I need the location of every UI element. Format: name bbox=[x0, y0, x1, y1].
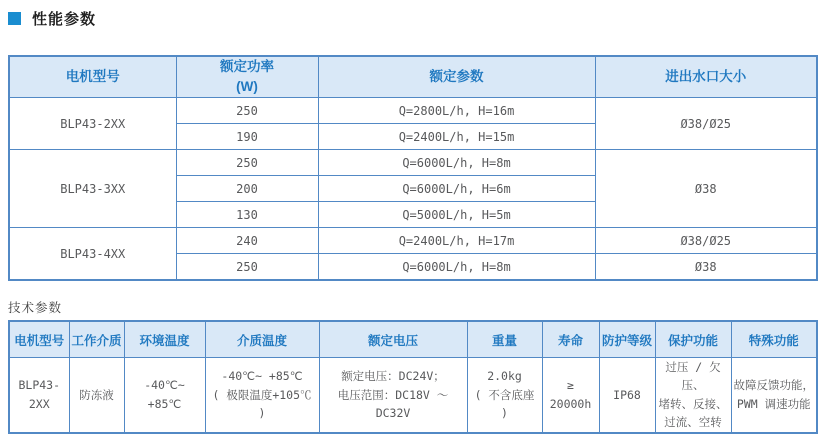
power-cell: 190 bbox=[176, 124, 318, 150]
rated-voltage-line1: 额定电压：DC24V； bbox=[341, 369, 445, 384]
model-cell: BLP43-2XX bbox=[9, 358, 69, 433]
protection-functions-cell bbox=[655, 358, 731, 433]
performance-section-title bbox=[0, 0, 827, 29]
working-medium-cell: 防冻液 bbox=[69, 358, 124, 433]
protection-rating-cell: IP68 bbox=[599, 358, 655, 433]
lifespan-cell: ≥ 20000h bbox=[542, 358, 599, 433]
header-protection-functions: 保护功能 bbox=[655, 321, 731, 358]
weight-cell bbox=[467, 358, 542, 433]
performance-table bbox=[8, 55, 818, 281]
header-lifespan: 寿命 bbox=[542, 321, 599, 358]
params-cell: Q=6000L/h, H=8m bbox=[318, 150, 595, 176]
header-ambient-temp: 环境温度 bbox=[124, 321, 205, 358]
protection-line3: 过流、空转 bbox=[664, 415, 722, 430]
port-cell: Ø38/Ø25 bbox=[595, 228, 817, 254]
params-cell: Q=6000L/h, H=8m bbox=[318, 254, 595, 281]
technical-header-row bbox=[9, 321, 817, 358]
header-motor-model: 电机型号 bbox=[9, 321, 69, 358]
header-rated-voltage: 额定电压 bbox=[319, 321, 467, 358]
power-cell: 250 bbox=[176, 98, 318, 124]
power-cell: 130 bbox=[176, 202, 318, 228]
section-title-text: 性能参数 bbox=[32, 11, 97, 28]
section-marker-icon bbox=[8, 12, 21, 25]
params-cell: Q=5000L/h, H=5m bbox=[318, 202, 595, 228]
header-special-functions: 特殊功能 bbox=[731, 321, 817, 358]
power-cell: 240 bbox=[176, 228, 318, 254]
header-rated-params: 额定参数 bbox=[318, 56, 595, 98]
table-row bbox=[9, 150, 817, 176]
medium-temp-cell bbox=[205, 358, 319, 433]
weight-line2: ( 不含底座 ) bbox=[474, 387, 535, 420]
header-rated-power-line2: (W) bbox=[236, 79, 258, 94]
model-cell: BLP43-4XX bbox=[9, 228, 176, 281]
technical-table bbox=[8, 320, 818, 434]
rated-voltage-line2: 电压范围：DC18V ～ DC32V bbox=[337, 387, 449, 420]
header-port-size: 进出水口大小 bbox=[595, 56, 817, 98]
header-motor-model: 电机型号 bbox=[9, 56, 176, 98]
model-cell: BLP43-3XX bbox=[9, 150, 176, 228]
header-weight: 重量 bbox=[467, 321, 542, 358]
params-cell: Q=2400L/h, H=15m bbox=[318, 124, 595, 150]
params-cell: Q=6000L/h, H=6m bbox=[318, 176, 595, 202]
header-rated-power-line1: 额定功率 bbox=[220, 59, 274, 75]
performance-header-row bbox=[9, 56, 817, 98]
protection-line1: 过压 / 欠压、 bbox=[665, 360, 721, 393]
header-working-medium: 工作介质 bbox=[69, 321, 124, 358]
table-row bbox=[9, 358, 817, 433]
medium-temp-line2: ( 极限温度+105℃ ) bbox=[212, 387, 312, 420]
params-cell: Q=2800L/h, H=16m bbox=[318, 98, 595, 124]
ambient-temp-cell: -40℃~ +85℃ bbox=[124, 358, 205, 433]
model-cell: BLP43-2XX bbox=[9, 98, 176, 150]
port-cell: Ø38/Ø25 bbox=[595, 98, 817, 150]
params-cell: Q=2400L/h, H=17m bbox=[318, 228, 595, 254]
power-cell: 200 bbox=[176, 176, 318, 202]
port-cell: Ø38 bbox=[595, 150, 817, 228]
table-row bbox=[9, 228, 817, 254]
special-line2: PWM 调速功能 bbox=[736, 396, 811, 411]
special-functions-cell bbox=[731, 358, 817, 433]
medium-temp-line1: -40℃~ +85℃ bbox=[221, 369, 303, 384]
header-medium-temp: 介质温度 bbox=[205, 321, 319, 358]
power-cell: 250 bbox=[176, 254, 318, 281]
weight-line1: 2.0kg bbox=[487, 369, 522, 384]
power-cell: 250 bbox=[176, 150, 318, 176]
technical-section-title: 技术参数 bbox=[8, 301, 63, 315]
table-row bbox=[9, 98, 817, 124]
header-rated-power bbox=[176, 56, 318, 98]
rated-voltage-cell bbox=[319, 358, 467, 433]
header-protection-rating: 防护等级 bbox=[599, 321, 655, 358]
port-cell: Ø38 bbox=[595, 254, 817, 281]
special-line1: 故障反馈功能， bbox=[733, 378, 814, 393]
protection-line2: 堵转、反接、 bbox=[658, 396, 728, 411]
